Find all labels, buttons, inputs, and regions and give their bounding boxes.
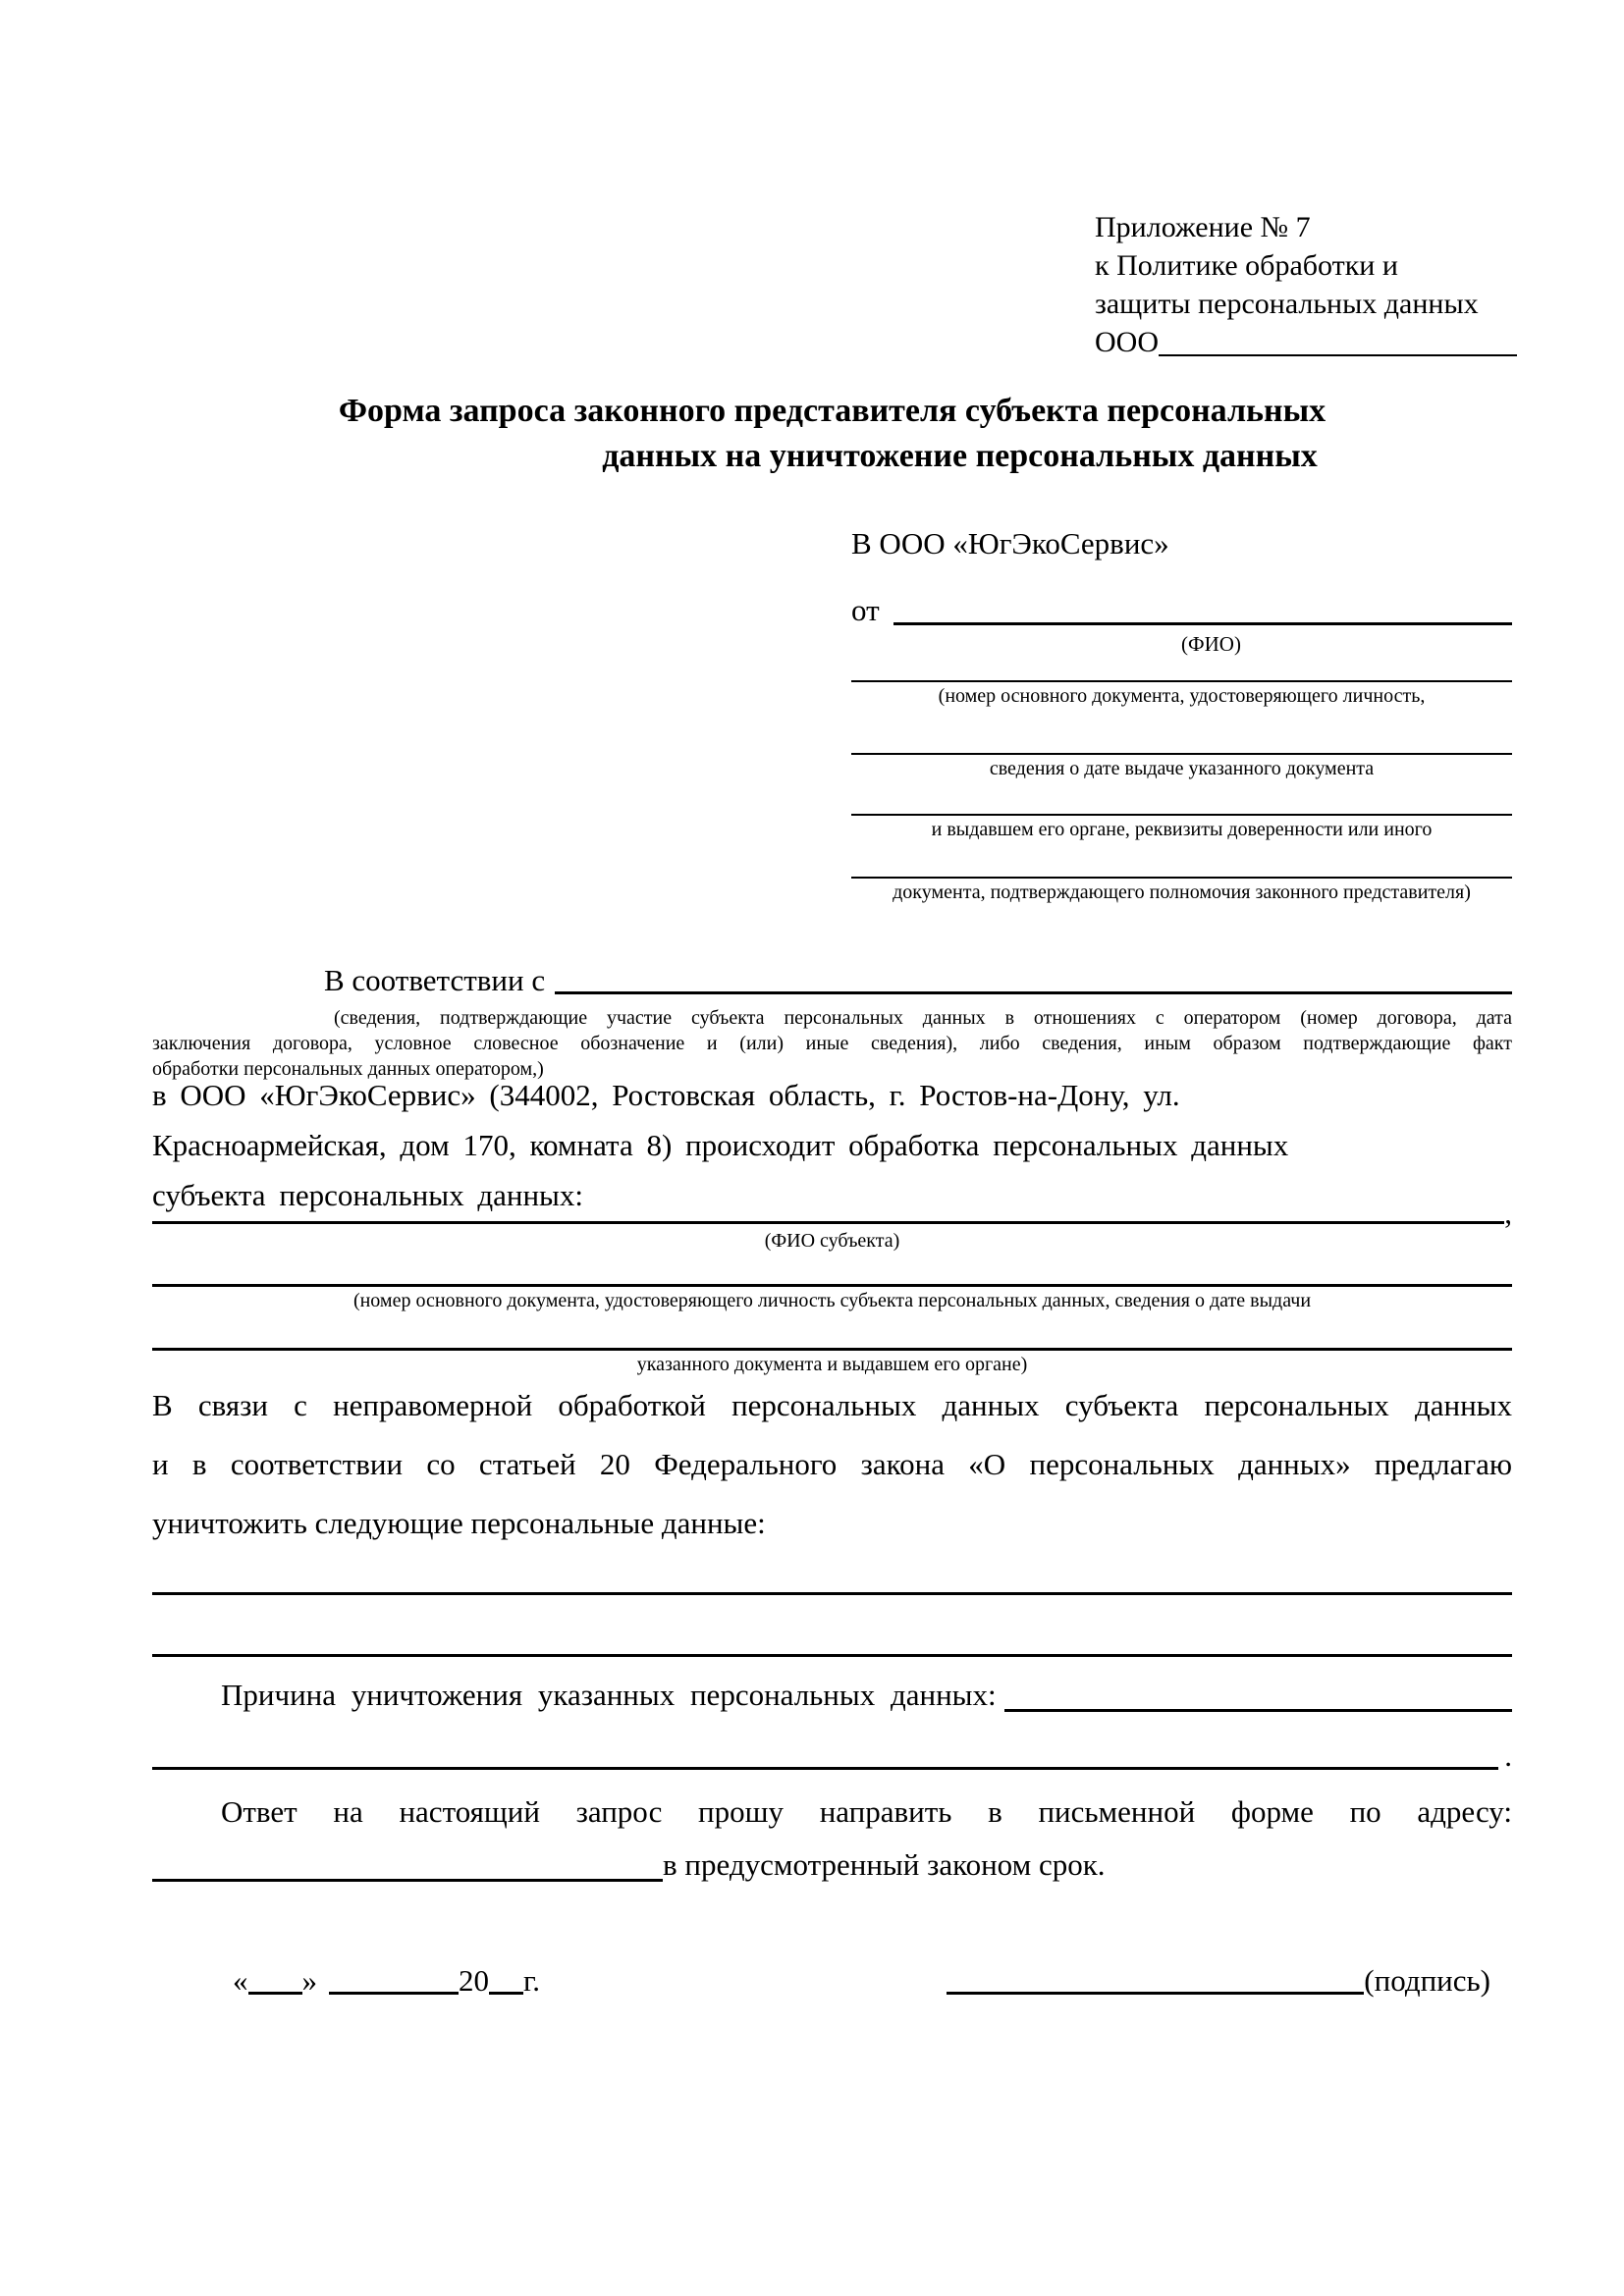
subject-fio-row <box>152 1196 1512 1230</box>
accordance-label: В соответствии с <box>324 963 546 997</box>
date-year-suffix: г. <box>523 1963 540 1998</box>
appendix-line-2: к Политике обработки и <box>1095 249 1398 282</box>
subject-doc-caption-2: указанного документа и выдавшем его органе) <box>636 1354 1028 1375</box>
addressee-block <box>851 525 1512 904</box>
representative-doc-blank-line-3 <box>851 814 1512 816</box>
accordance-caption-line-3: обработки персональных данных оператором,) <box>152 1058 544 1080</box>
date-year-blank-line <box>489 1992 523 1995</box>
reason-section <box>152 1675 1512 1773</box>
data-blank-line-2 <box>152 1654 1512 1657</box>
operator-paragraph <box>152 1070 1512 1220</box>
answer-suffix: в предусмотренный законом срок. <box>663 1847 1106 1882</box>
form-title-line-2: данных на уничтожение персональных данных <box>602 438 1318 474</box>
operator-line-2: Красноармейская, дом 170, комната 8) происходит обработка персональных данных <box>152 1128 1289 1162</box>
form-title <box>152 389 1512 479</box>
ooo-blank-line <box>1159 354 1517 356</box>
date-close-quote: » <box>301 1963 317 1998</box>
appendix-line-1: Приложение № 7 <box>1095 211 1311 243</box>
reason-row <box>152 1675 1512 1716</box>
representative-doc-blank-line-4 <box>851 877 1512 879</box>
accordance-blank-line <box>555 991 1512 994</box>
reason-blank-line-1 <box>1004 1709 1512 1712</box>
representative-doc-blank-line-1 <box>851 680 1512 682</box>
answer-address-row <box>152 1843 1512 1887</box>
operator-line-1: в ООО «ЮгЭкоСервис» (344002, Ростовская область, г. Ростов-на-Дону, ул. <box>152 1078 1180 1112</box>
representative-doc-caption-3: и выдавшем его органе, реквизиты доверенности или иного <box>931 819 1433 840</box>
date-open-quote: « <box>233 1963 248 1998</box>
form-title-line-1: Форма запроса законного представителя субъекта персональных <box>338 393 1326 429</box>
reason-period: . <box>1504 1738 1512 1773</box>
signature-blank-line <box>947 1992 1364 1995</box>
signature-group <box>947 1961 1490 2001</box>
reason-label: Причина уничтожения указанных персональных данных: <box>221 1678 997 1712</box>
date-month-blank-line <box>329 1992 459 1995</box>
representative-doc-caption-1: (номер основного документа, удостоверяющего личность, <box>938 685 1426 707</box>
request-line-2: и в соответствии со статьей 20 Федерального закона «О персональных данных» предлагаю <box>152 1447 1512 1481</box>
accordance-caption-line-2: заключения договора, условное словесное обозначение и (или) иные сведения), либо сведения, иным образом подтверждающие факт <box>152 1033 1512 1054</box>
data-blank-line-1 <box>152 1592 1512 1595</box>
subject-doc-blank-line-2 <box>152 1348 1512 1351</box>
request-line-1: В связи с неправомерной обработкой персональных данных субъекта персональных данных <box>152 1388 1512 1422</box>
addressee-to: В ООО «ЮгЭкоСервис» <box>851 526 1169 561</box>
from-row <box>851 592 1512 629</box>
subject-fio-comma: , <box>1504 1196 1512 1230</box>
operator-line-3: субъекта персональных данных: <box>152 1178 583 1212</box>
subject-fio-blank-line <box>152 1221 1504 1224</box>
request-paragraph <box>152 1376 1512 1553</box>
date-year-prefix: 20 <box>459 1963 489 1998</box>
fio-caption: (ФИО) <box>1181 632 1241 656</box>
reason-blank-line-2 <box>152 1767 1498 1770</box>
subject-doc-caption-1: (номер основного документа, удостоверяющего личность субъекта персональных данных, сведения о дате выдачи <box>352 1290 1312 1311</box>
appendix-line-3: защиты персональных данных <box>1095 288 1479 320</box>
signature-caption: (подпись) <box>1364 1963 1490 1998</box>
accordance-row <box>152 964 1512 997</box>
subject-fields <box>152 1196 1512 1376</box>
answer-address-blank-line <box>152 1879 663 1882</box>
subject-fio-caption: (ФИО субъекта) <box>764 1230 900 1252</box>
reason-continuation-row <box>152 1739 1512 1773</box>
appendix-block <box>1095 208 1517 361</box>
from-label: от <box>851 593 880 627</box>
answer-line: Ответ на настоящий запрос прошу направить в письменной форме по адресу: <box>221 1794 1512 1829</box>
representative-doc-caption-4: документа, подтверждающего полномочия законного представителя) <box>893 881 1471 903</box>
subject-doc-blank-line-1 <box>152 1284 1512 1287</box>
date-group <box>233 1961 540 2001</box>
accordance-caption-line-1: (сведения, подтверждающие участие субъекта персональных данных в отношениях с оператором (номер договора, дата <box>334 1007 1512 1029</box>
request-line-3: уничтожить следующие персональные данные: <box>152 1506 766 1540</box>
appendix-ooo-row <box>1095 323 1517 361</box>
footer-row <box>152 1961 1512 2001</box>
representative-doc-caption-2: сведения о дате выдаче указанного документа <box>989 758 1375 779</box>
ooo-label: ООО <box>1095 326 1159 358</box>
representative-doc-blank-line-2 <box>851 753 1512 755</box>
date-day-blank-line <box>248 1992 302 1995</box>
from-blank-line <box>893 622 1512 625</box>
answer-section <box>152 1790 1512 1887</box>
accordance-section <box>152 964 1512 1082</box>
